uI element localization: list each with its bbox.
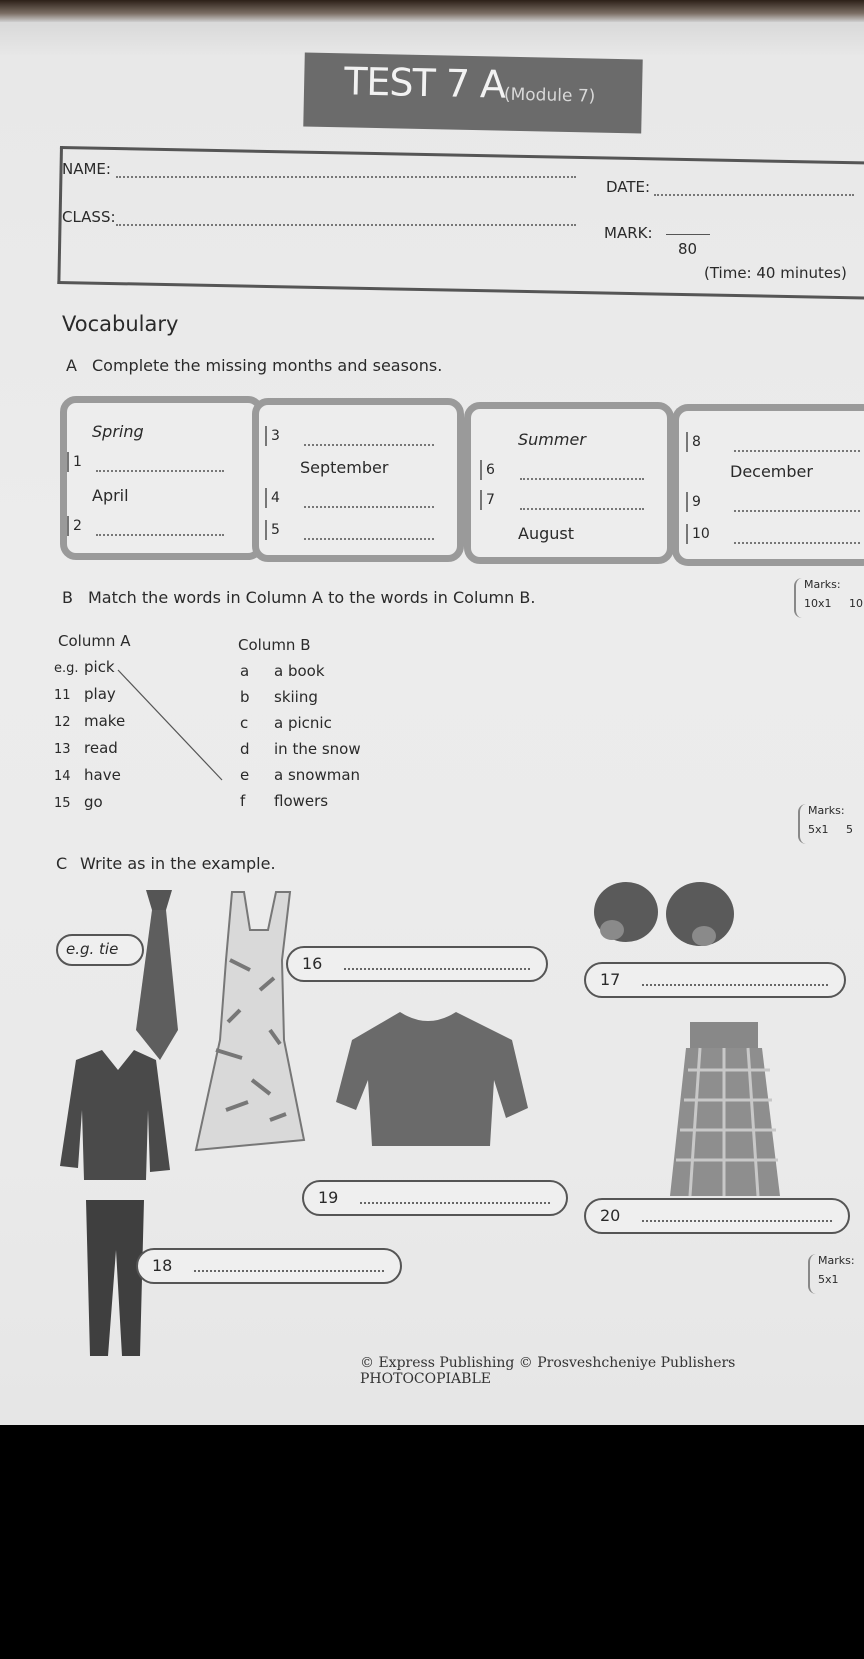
skirt-picture <box>670 1022 780 1196</box>
column-a-word: make <box>84 712 126 730</box>
column-b-letter: f <box>240 792 246 810</box>
answer-field-19[interactable] <box>302 1180 568 1216</box>
marks-box-c <box>808 1254 855 1294</box>
column-a-word: pick <box>84 658 115 676</box>
blank-number-5: 5 <box>265 520 280 540</box>
column-a-number: 11 <box>54 688 71 703</box>
month-spring: Spring <box>92 422 144 441</box>
column-a-number: 14 <box>54 769 71 784</box>
column-b-word: a book <box>274 662 325 680</box>
blank-number-1: 1 <box>67 452 82 472</box>
part-a-letter: A <box>66 356 77 375</box>
time-limit: (Time: 40 minutes) <box>704 264 847 282</box>
blank-number-7: 7 <box>480 490 495 510</box>
blank-number-6: 6 <box>480 460 495 480</box>
name-label: NAME: <box>62 160 111 178</box>
blank-number-4: 4 <box>265 488 280 508</box>
month-april: April <box>92 486 129 505</box>
blank-number-10: 10 <box>686 524 710 544</box>
month-september: September <box>300 458 389 477</box>
sweater-picture <box>336 1012 528 1146</box>
column-a-number: 15 <box>54 796 71 811</box>
item-number-17: 17 <box>600 970 621 989</box>
part-a-instruction: Complete the missing months and seasons. <box>92 356 443 375</box>
date-label: DATE: <box>606 178 651 196</box>
season-summer: Summer <box>518 430 586 449</box>
copyright-footer: © Express Publishing © Prosveshcheniye Publishers PHOTOCOPIABLE <box>360 1355 736 1387</box>
column-a-word: play <box>84 685 116 703</box>
column-a-number: 12 <box>54 715 71 730</box>
marks-calc: 5x1 <box>818 1273 839 1286</box>
module-label: (Module 7) <box>503 84 596 107</box>
item-number-18: 18 <box>152 1256 173 1275</box>
item-number-20: 20 <box>600 1206 621 1225</box>
marks-calc: 5x1 <box>808 823 829 836</box>
blank-number-8: 8 <box>686 432 701 452</box>
column-b-letter: a <box>240 662 250 680</box>
column-b-word: a picnic <box>274 714 332 732</box>
column-b-header: Column B <box>238 636 311 654</box>
dress-picture <box>196 892 304 1150</box>
answer-field-17[interactable] <box>584 962 846 998</box>
class-label: CLASS: <box>62 208 116 226</box>
marks-label: Marks: <box>804 578 841 591</box>
column-a-word: read <box>84 739 118 757</box>
column-b-word: flowers <box>274 792 329 810</box>
item-number-16: 16 <box>302 954 323 973</box>
tie-picture <box>136 890 178 1060</box>
marks-label: Marks: <box>808 804 845 817</box>
marks-calc: 10x1 <box>804 597 832 610</box>
column-a-word: go <box>84 793 103 811</box>
month-august: August <box>518 524 574 543</box>
example-answer-pill <box>56 934 144 966</box>
marks-total: 5 <box>846 823 854 836</box>
answer-field-18[interactable] <box>136 1248 402 1284</box>
mark-total: 80 <box>678 240 698 258</box>
blank-number-3: 3 <box>265 426 280 446</box>
part-c-instruction: Write as in the example. <box>80 854 276 873</box>
column-a-number: 13 <box>54 742 71 757</box>
part-b-letter: B <box>62 588 73 607</box>
item-number-19: 19 <box>318 1188 339 1207</box>
marks-label: Marks: <box>818 1254 855 1267</box>
mark-label: MARK: <box>604 224 653 242</box>
column-b-letter: c <box>240 714 249 732</box>
column-b-word: skiing <box>274 688 318 706</box>
column-a-number: e.g. <box>54 661 79 676</box>
answer-field-16[interactable] <box>286 946 548 982</box>
example-answer: e.g. tie <box>66 940 119 958</box>
blank-number-2: 2 <box>67 516 82 536</box>
column-a-header: Column A <box>58 632 131 650</box>
marks-total: 10 <box>849 597 864 610</box>
column-b-letter: d <box>240 740 250 758</box>
answer-field-20[interactable] <box>584 1198 850 1234</box>
part-c-letter: C <box>56 854 68 873</box>
test-title: TEST 7 A <box>343 59 506 107</box>
column-a-word: have <box>84 766 121 784</box>
column-b-word: in the snow <box>274 740 361 758</box>
blank-number-9: 9 <box>686 492 701 512</box>
section-title-vocabulary: Vocabulary <box>62 312 179 336</box>
column-b-word: a snowman <box>274 766 361 784</box>
column-b-letter: b <box>240 688 250 706</box>
month-december: December <box>730 462 813 481</box>
suit-picture <box>60 1050 173 1356</box>
part-b-instruction: Match the words in Column A to the words in Column B. <box>88 588 536 607</box>
mittens-picture <box>594 882 734 946</box>
column-b-letter: e <box>240 766 250 784</box>
